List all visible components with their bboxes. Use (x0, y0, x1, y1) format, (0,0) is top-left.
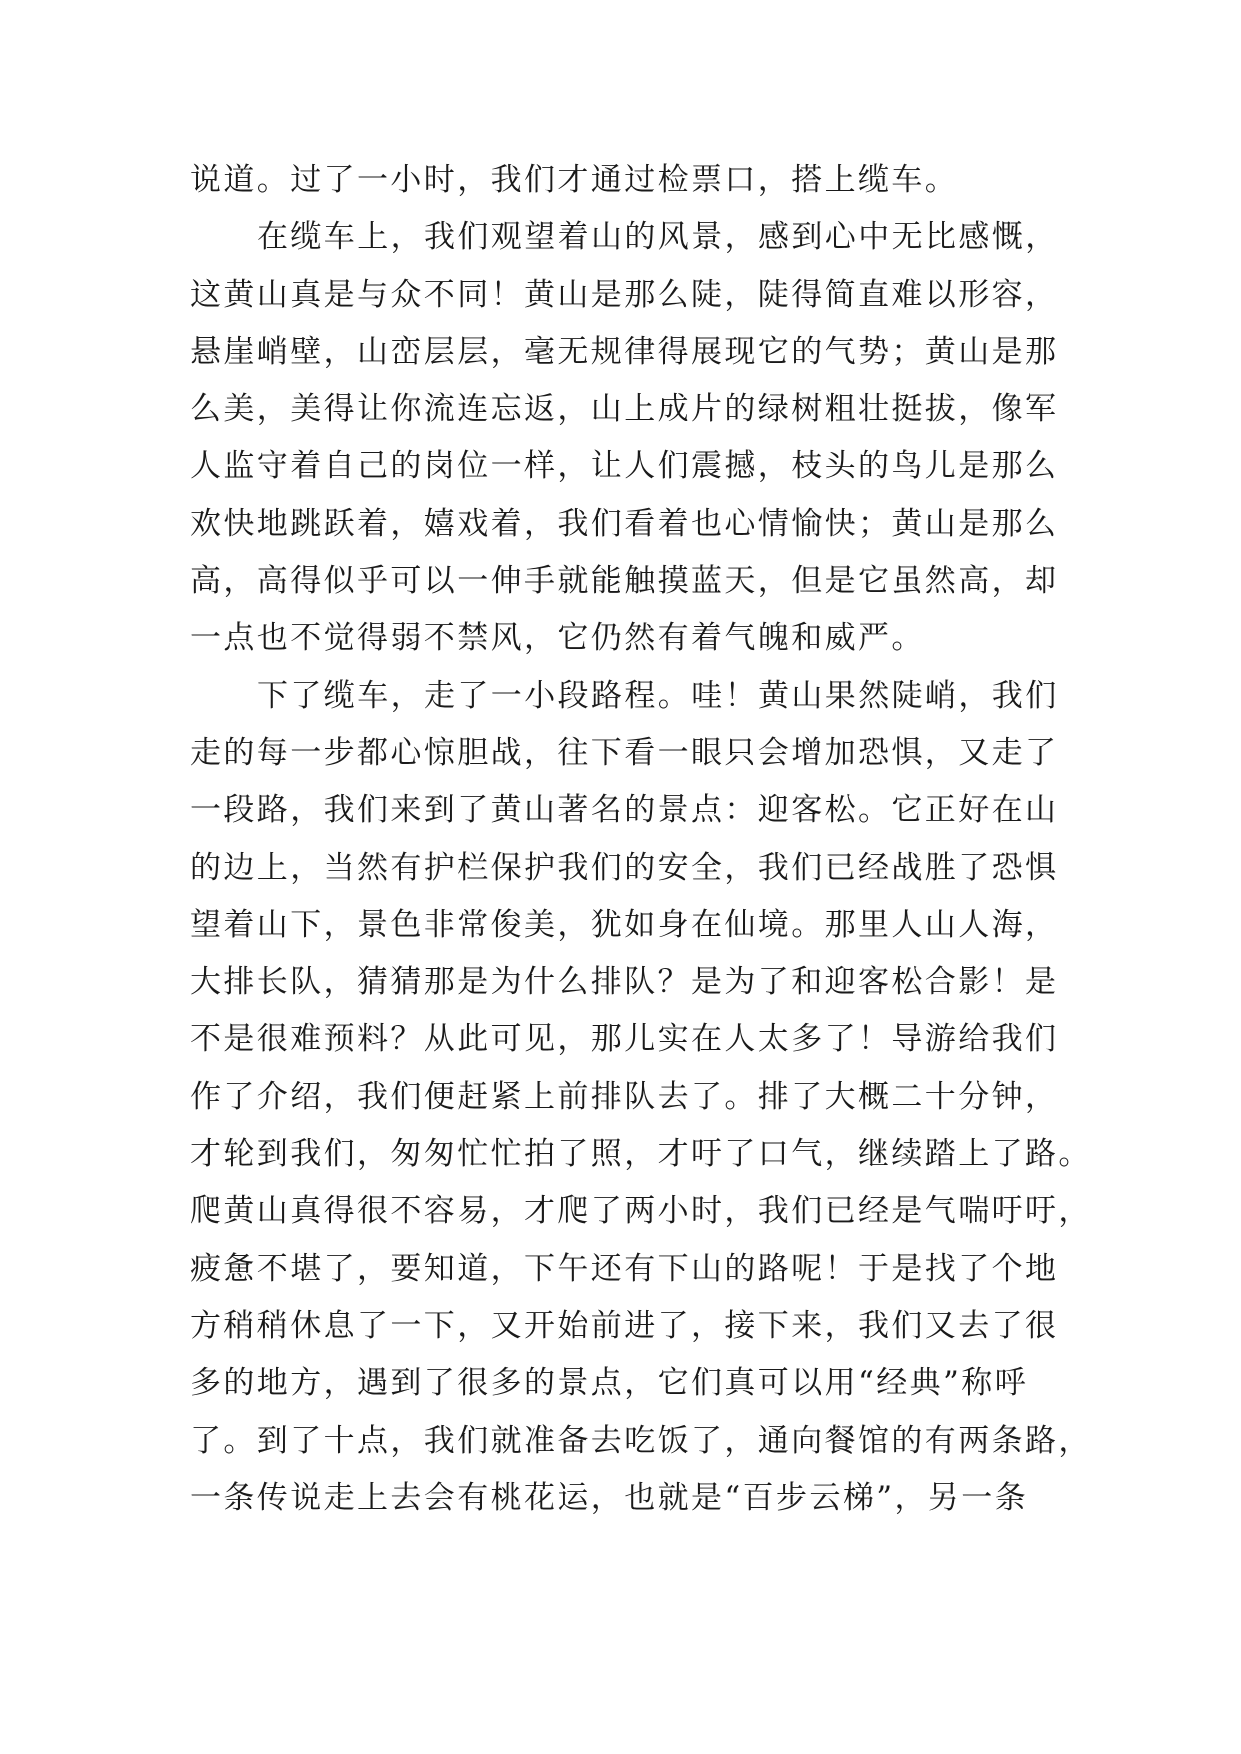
text-line: 大排长队，猜猜那是为什么排队？是为了和迎客松合影！是 (190, 964, 1059, 1001)
body-text (190, 152, 1092, 1527)
text-line: 这黄山真是与众不同！黄山是那么陡，陡得简直难以形容， (190, 276, 1059, 313)
text-line: 么美，美得让你流连忘返，山上成片的绿树粗壮挺拔，像军 (190, 391, 1059, 428)
text-line: 欢快地跳跃着，嬉戏着，我们看着也心情愉快；黄山是那么 (190, 505, 1059, 542)
text-line: 一条传说走上去会有桃花运，也就是“百步云梯”，另一条 (190, 1479, 1029, 1516)
text-line: 高，高得似乎可以一伸手就能触摸蓝天，但是它虽然高，却 (190, 563, 1059, 600)
text-line: 多的地方，遇到了很多的景点，它们真可以用“经典”称呼 (190, 1365, 1029, 1402)
text-line: 了。到了十点，我们就准备去吃饭了，通向餐馆的有两条路， (190, 1422, 1092, 1459)
text-line: 一点也不觉得弱不禁风，它仍然有着气魄和威严。 (190, 620, 925, 657)
text-line: 作了介绍，我们便赶紧上前排队去了。排了大概二十分钟， (190, 1078, 1059, 1115)
text-line: 才轮到我们，匆匆忙忙拍了照，才吁了口气，继续踏上了路。 (190, 1136, 1092, 1173)
text-line: 说道。过了一小时，我们才通过检票口，搭上缆车。 (190, 162, 959, 198)
text-line: 不是很难预料？从此可见，那儿实在人太多了！导游给我们 (190, 1021, 1059, 1058)
text-line: 望着山下，景色非常俊美，犹如身在仙境。那里人山人海， (190, 906, 1059, 943)
text-line: 一段路，我们来到了黄山著名的景点：迎客松。它正好在山 (190, 792, 1059, 829)
paragraph-start-line: 在缆车上，我们观望着山的风景，感到心中无比感慨， (257, 219, 1059, 256)
text-line: 的边上，当然有护栏保护我们的安全，我们已经战胜了恐惧 (190, 849, 1059, 886)
text-line: 走的每一步都心惊胆战，往下看一眼只会增加恐惧，又走了 (190, 734, 1059, 771)
text-line: 悬崖峭壁，山峦层层，毫无规律得展现它的气势；黄山是那 (190, 333, 1059, 370)
text-line: 人监守着自己的岗位一样，让人们震撼，枝头的鸟儿是那么 (190, 448, 1059, 485)
text-line: 疲惫不堪了，要知道，下午还有下山的路呢！于是找了个地 (190, 1250, 1059, 1287)
text-line: 爬黄山真得很不容易，才爬了两小时，我们已经是气喘吁吁， (190, 1193, 1092, 1230)
paragraph-start-line: 下了缆车，走了一小段路程。哇！黄山果然陡峭，我们 (257, 677, 1059, 714)
text-line: 方稍稍休息了一下，又开始前进了，接下来，我们又去了很 (190, 1307, 1059, 1344)
